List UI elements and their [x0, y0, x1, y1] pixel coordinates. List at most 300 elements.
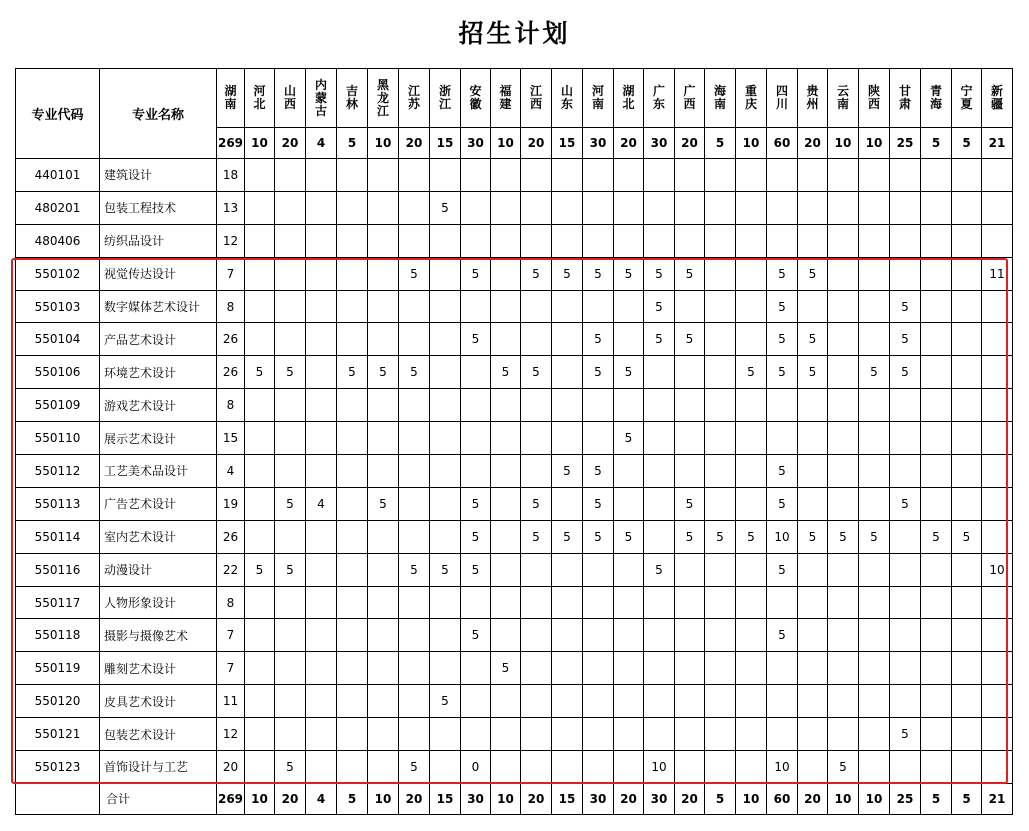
quota-cell — [767, 422, 798, 455]
table-row — [16, 586, 1013, 619]
quota-cell — [705, 356, 736, 389]
quota-cell — [245, 652, 275, 685]
quota-cell: 10 — [982, 553, 1013, 586]
quota-cell: 15 — [217, 422, 245, 455]
quota-cell — [306, 290, 337, 323]
quota-cell — [245, 718, 275, 751]
province-total: 10 — [828, 128, 859, 159]
quota-cell — [952, 652, 982, 685]
quota-cell: 5 — [644, 323, 675, 356]
quota-cell: 18 — [217, 159, 245, 192]
quota-cell — [705, 422, 736, 455]
quota-cell: 5 — [521, 356, 552, 389]
quota-cell — [337, 652, 368, 685]
quota-cell — [644, 685, 675, 718]
quota-cell — [921, 323, 952, 356]
province-total: 4 — [306, 128, 337, 159]
major-name: 动漫设计 — [100, 553, 217, 586]
quota-cell: 5 — [583, 323, 614, 356]
quota-cell — [399, 718, 430, 751]
quota-cell — [859, 619, 890, 652]
quota-cell — [430, 389, 461, 422]
quota-cell — [491, 586, 521, 619]
major-code: 550116 — [16, 553, 100, 586]
quota-cell: 5 — [368, 356, 399, 389]
quota-cell — [583, 159, 614, 192]
major-code: 550102 — [16, 257, 100, 290]
quota-cell — [736, 224, 767, 257]
quota-cell — [890, 191, 921, 224]
province-name: 内蒙古 — [314, 77, 327, 118]
quota-cell — [921, 422, 952, 455]
province-header — [952, 69, 982, 128]
quota-cell — [583, 586, 614, 619]
province-total: 5 — [705, 128, 736, 159]
province-header — [245, 69, 275, 128]
quota-cell: 11 — [217, 685, 245, 718]
quota-cell — [798, 751, 828, 784]
major-code: 550109 — [16, 389, 100, 422]
quota-cell — [491, 159, 521, 192]
quota-cell — [952, 455, 982, 488]
quota-cell — [583, 619, 614, 652]
quota-cell: 5 — [399, 257, 430, 290]
quota-cell: 5 — [675, 257, 705, 290]
quota-cell — [337, 257, 368, 290]
quota-cell — [859, 257, 890, 290]
province-header — [921, 69, 952, 128]
quota-cell — [583, 224, 614, 257]
quota-cell — [368, 520, 399, 553]
quota-cell — [798, 685, 828, 718]
quota-cell — [952, 290, 982, 323]
quota-cell — [644, 718, 675, 751]
quota-cell — [368, 257, 399, 290]
quota-cell — [368, 553, 399, 586]
table-row — [16, 685, 1013, 718]
quota-cell — [828, 422, 859, 455]
quota-cell — [245, 487, 275, 520]
quota-cell: 5 — [767, 356, 798, 389]
quota-cell — [368, 685, 399, 718]
quota-cell — [245, 685, 275, 718]
quota-cell — [306, 422, 337, 455]
quota-cell — [430, 718, 461, 751]
quota-cell — [952, 389, 982, 422]
quota-cell: 26 — [217, 323, 245, 356]
quota-cell — [828, 290, 859, 323]
province-name: 云南 — [836, 84, 849, 111]
quota-cell — [491, 718, 521, 751]
quota-cell — [767, 718, 798, 751]
province-header — [491, 69, 521, 128]
table-row — [16, 224, 1013, 257]
total-cell: 20 — [614, 783, 644, 814]
quota-cell: 5 — [583, 356, 614, 389]
quota-cell — [921, 257, 952, 290]
major-code: 550117 — [16, 586, 100, 619]
quota-cell: 13 — [217, 191, 245, 224]
province-header — [982, 69, 1013, 128]
province-total: 25 — [890, 128, 921, 159]
quota-cell — [798, 586, 828, 619]
quota-cell: 10 — [767, 751, 798, 784]
province-header — [614, 69, 644, 128]
quota-cell — [583, 553, 614, 586]
province-name: 江西 — [529, 84, 542, 111]
province-total: 60 — [767, 128, 798, 159]
quota-cell — [306, 224, 337, 257]
table-row — [16, 751, 1013, 784]
quota-cell — [675, 586, 705, 619]
quota-cell — [982, 224, 1013, 257]
quota-cell — [982, 422, 1013, 455]
quota-cell — [399, 191, 430, 224]
quota-cell — [521, 455, 552, 488]
province-header — [552, 69, 583, 128]
quota-cell — [890, 685, 921, 718]
province-header — [798, 69, 828, 128]
quota-cell — [245, 323, 275, 356]
province-name: 黑龙江 — [376, 77, 389, 118]
quota-cell — [767, 389, 798, 422]
major-code: 480406 — [16, 224, 100, 257]
quota-cell — [675, 422, 705, 455]
quota-cell — [921, 487, 952, 520]
quota-cell: 5 — [275, 487, 306, 520]
quota-cell — [245, 290, 275, 323]
quota-cell — [890, 553, 921, 586]
quota-cell — [521, 224, 552, 257]
quota-cell — [368, 751, 399, 784]
quota-cell — [583, 685, 614, 718]
quota-cell — [705, 652, 736, 685]
quota-cell: 8 — [217, 586, 245, 619]
quota-cell — [736, 685, 767, 718]
quota-cell — [306, 389, 337, 422]
quota-cell — [337, 619, 368, 652]
quota-cell — [859, 487, 890, 520]
quota-cell — [982, 685, 1013, 718]
quota-cell — [461, 586, 491, 619]
province-total: 5 — [921, 128, 952, 159]
major-name: 环境艺术设计 — [100, 356, 217, 389]
quota-cell: 5 — [644, 553, 675, 586]
province-name: 河南 — [591, 84, 604, 111]
table-row — [16, 553, 1013, 586]
major-name: 建筑设计 — [100, 159, 217, 192]
quota-cell: 5 — [828, 751, 859, 784]
quota-cell — [399, 159, 430, 192]
quota-cell — [798, 290, 828, 323]
quota-cell — [952, 718, 982, 751]
quota-cell — [736, 389, 767, 422]
quota-cell — [644, 422, 675, 455]
quota-cell — [430, 455, 461, 488]
quota-cell — [675, 159, 705, 192]
quota-cell — [461, 356, 491, 389]
quota-cell: 5 — [461, 257, 491, 290]
quota-cell — [614, 290, 644, 323]
quota-cell — [491, 619, 521, 652]
table-row — [16, 619, 1013, 652]
province-header — [736, 69, 767, 128]
total-cell: 5 — [921, 783, 952, 814]
quota-cell — [890, 751, 921, 784]
total-cell: 20 — [275, 783, 306, 814]
quota-cell — [430, 356, 461, 389]
quota-cell — [399, 323, 430, 356]
total-cell: 5 — [337, 783, 368, 814]
province-total: 269 — [217, 128, 245, 159]
table-row — [16, 422, 1013, 455]
quota-cell: 5 — [430, 553, 461, 586]
quota-cell — [828, 685, 859, 718]
total-cell: 20 — [798, 783, 828, 814]
quota-cell — [399, 586, 430, 619]
province-name: 海南 — [713, 84, 726, 111]
quota-cell — [798, 652, 828, 685]
quota-cell — [368, 191, 399, 224]
quota-cell — [736, 586, 767, 619]
quota-cell — [736, 159, 767, 192]
quota-cell — [859, 652, 890, 685]
major-name: 工艺美术品设计 — [100, 455, 217, 488]
quota-cell — [614, 751, 644, 784]
quota-cell: 4 — [217, 455, 245, 488]
quota-cell — [952, 422, 982, 455]
quota-cell — [921, 389, 952, 422]
quota-cell — [921, 652, 952, 685]
quota-cell — [552, 553, 583, 586]
quota-cell: 5 — [798, 257, 828, 290]
quota-cell — [828, 257, 859, 290]
quota-cell — [952, 685, 982, 718]
quota-cell — [306, 257, 337, 290]
quota-cell — [368, 422, 399, 455]
quota-cell — [952, 257, 982, 290]
quota-cell — [583, 191, 614, 224]
quota-cell — [306, 619, 337, 652]
quota-cell: 5 — [583, 520, 614, 553]
quota-cell — [275, 455, 306, 488]
quota-cell — [982, 487, 1013, 520]
quota-cell — [430, 619, 461, 652]
quota-cell: 5 — [461, 553, 491, 586]
province-header — [399, 69, 430, 128]
quota-cell — [583, 290, 614, 323]
quota-cell — [521, 685, 552, 718]
quota-cell — [245, 224, 275, 257]
quota-cell: 5 — [736, 356, 767, 389]
quota-cell — [461, 290, 491, 323]
major-code: 550121 — [16, 718, 100, 751]
province-total: 20 — [399, 128, 430, 159]
province-total: 20 — [675, 128, 705, 159]
quota-cell — [337, 751, 368, 784]
total-cell: 30 — [583, 783, 614, 814]
quota-cell — [337, 389, 368, 422]
quota-cell — [705, 191, 736, 224]
quota-cell — [521, 389, 552, 422]
province-name: 重庆 — [744, 84, 757, 111]
quota-cell — [275, 652, 306, 685]
quota-cell — [890, 159, 921, 192]
quota-cell — [337, 586, 368, 619]
province-header — [705, 69, 736, 128]
province-total: 20 — [275, 128, 306, 159]
quota-cell: 5 — [521, 487, 552, 520]
quota-cell — [890, 422, 921, 455]
quota-cell — [245, 751, 275, 784]
quota-cell — [890, 520, 921, 553]
quota-cell: 5 — [859, 356, 890, 389]
quota-cell — [921, 751, 952, 784]
quota-cell — [859, 718, 890, 751]
quota-cell — [890, 652, 921, 685]
quota-cell — [736, 487, 767, 520]
quota-cell — [368, 619, 399, 652]
quota-cell — [921, 586, 952, 619]
quota-cell — [245, 455, 275, 488]
quota-cell: 5 — [890, 487, 921, 520]
quota-cell — [982, 323, 1013, 356]
quota-cell — [521, 652, 552, 685]
province-name: 甘肃 — [898, 84, 911, 111]
province-total: 5 — [337, 128, 368, 159]
province-header — [767, 69, 798, 128]
quota-cell — [306, 652, 337, 685]
total-cell: 25 — [890, 783, 921, 814]
enrollment-plan-table — [15, 68, 1013, 815]
province-total: 20 — [798, 128, 828, 159]
table-row — [16, 159, 1013, 192]
total-cell: 20 — [399, 783, 430, 814]
quota-cell — [552, 619, 583, 652]
quota-cell: 5 — [461, 520, 491, 553]
table-row — [16, 290, 1013, 323]
province-header — [368, 69, 399, 128]
quota-cell: 12 — [217, 224, 245, 257]
total-cell: 30 — [461, 783, 491, 814]
quota-cell: 5 — [614, 257, 644, 290]
quota-cell — [705, 685, 736, 718]
province-name: 湖北 — [622, 84, 635, 111]
total-cell: 20 — [675, 783, 705, 814]
quota-cell — [368, 455, 399, 488]
quota-cell — [798, 224, 828, 257]
quota-cell — [491, 257, 521, 290]
province-header — [675, 69, 705, 128]
quota-cell: 7 — [217, 652, 245, 685]
quota-cell — [614, 586, 644, 619]
quota-cell — [552, 751, 583, 784]
quota-cell — [952, 751, 982, 784]
quota-cell — [430, 586, 461, 619]
quota-cell — [491, 389, 521, 422]
major-name: 纺织品设计 — [100, 224, 217, 257]
major-code: 550119 — [16, 652, 100, 685]
total-code-cell — [16, 783, 100, 814]
quota-cell — [982, 718, 1013, 751]
quota-cell — [982, 389, 1013, 422]
quota-cell: 5 — [337, 356, 368, 389]
quota-cell — [952, 356, 982, 389]
quota-cell — [491, 323, 521, 356]
quota-cell — [952, 191, 982, 224]
province-name: 青海 — [929, 84, 942, 111]
quota-cell — [675, 455, 705, 488]
quota-cell: 5 — [491, 652, 521, 685]
province-header — [583, 69, 614, 128]
quota-cell — [798, 718, 828, 751]
total-cell: 10 — [828, 783, 859, 814]
province-header — [828, 69, 859, 128]
quota-cell — [306, 718, 337, 751]
quota-cell — [614, 553, 644, 586]
major-code: 550120 — [16, 685, 100, 718]
total-cell: 10 — [245, 783, 275, 814]
quota-cell — [859, 553, 890, 586]
quota-cell — [921, 553, 952, 586]
quota-cell — [552, 191, 583, 224]
quota-cell — [614, 224, 644, 257]
quota-cell — [767, 191, 798, 224]
total-cell: 4 — [306, 783, 337, 814]
quota-cell — [767, 586, 798, 619]
quota-cell — [798, 487, 828, 520]
quota-cell — [798, 159, 828, 192]
quota-cell — [275, 257, 306, 290]
quota-cell: 5 — [767, 290, 798, 323]
province-total: 10 — [736, 128, 767, 159]
province-name: 河北 — [253, 84, 266, 111]
quota-cell — [399, 685, 430, 718]
quota-cell — [644, 389, 675, 422]
quota-cell: 4 — [306, 487, 337, 520]
province-total: 21 — [982, 128, 1013, 159]
quota-cell — [245, 422, 275, 455]
quota-cell — [430, 290, 461, 323]
quota-cell — [521, 159, 552, 192]
major-name: 视觉传达设计 — [100, 257, 217, 290]
quota-cell — [859, 224, 890, 257]
quota-cell — [736, 553, 767, 586]
province-name: 广西 — [683, 84, 696, 111]
quota-cell — [275, 685, 306, 718]
total-cell: 30 — [644, 783, 675, 814]
quota-cell — [614, 455, 644, 488]
total-row — [16, 783, 1013, 814]
table-row — [16, 520, 1013, 553]
total-cell: 5 — [705, 783, 736, 814]
quota-cell: 5 — [552, 455, 583, 488]
quota-cell — [828, 718, 859, 751]
quota-cell — [521, 586, 552, 619]
quota-cell — [337, 553, 368, 586]
quota-cell — [644, 159, 675, 192]
quota-cell — [245, 159, 275, 192]
quota-cell: 26 — [217, 356, 245, 389]
quota-cell — [705, 389, 736, 422]
quota-cell — [828, 487, 859, 520]
quota-cell — [521, 553, 552, 586]
quota-cell — [614, 487, 644, 520]
quota-cell: 8 — [217, 290, 245, 323]
quota-cell — [675, 356, 705, 389]
province-name: 山西 — [283, 84, 296, 111]
quota-cell — [461, 389, 491, 422]
